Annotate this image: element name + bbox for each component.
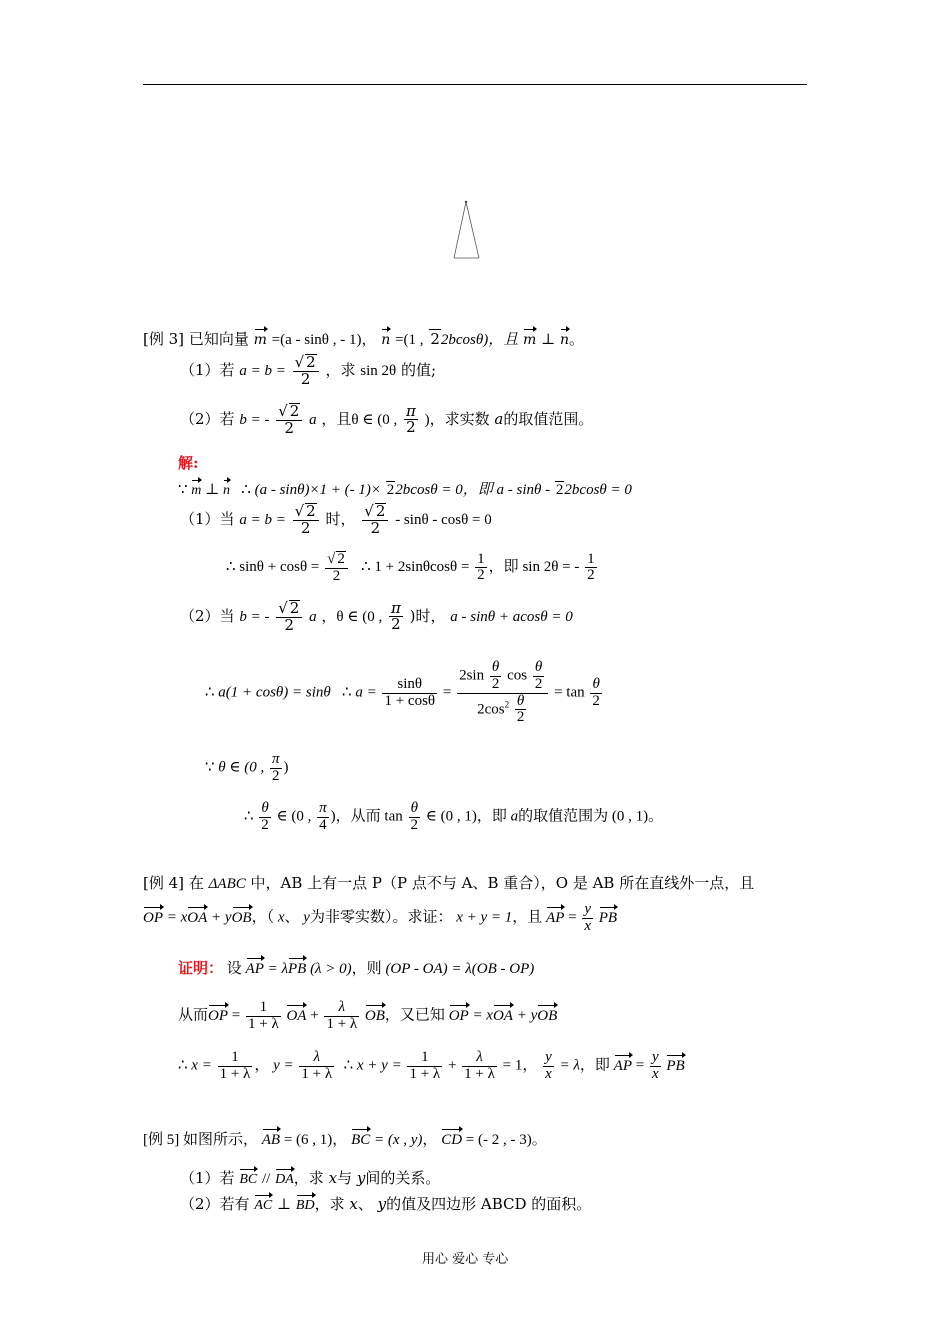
solution-step1: ∵ m ⊥ n ∴ (a - sinθ)×1 + (- 1)× 22bcosθ = 0，即 a - sinθ - 22bcosθ = 0	[178, 477, 632, 499]
example4-title: [例 4] 在 ΔABC 中，AB 上有一点 P（P 点不与 A、B 重合），O 是 AB 所在直线外一点，且	[143, 874, 755, 892]
example5-title: [例 5] 如图所示， AB = (6 , 1)， BC = (x , y)， CD = (- 2 , - 3)。	[143, 1126, 547, 1149]
solution-step5: ∴ a(1 + cosθ) = sinθ ∴ a = $\frac{\sin\theta}{1 + \cos\theta}$ = 2sin $\frac{\theta}{2}$ cos $\frac{\theta}{2}$ $2\cos^2$ $\frac{\theta}{2}$ = tan $\frac{\theta}{2}$	[205, 659, 600, 726]
example3-question2: （2）若 b = - $\frac{√ 2}{2}$ a ，且θ ∈ (0 , $\frac{\pi}{2}$ )，求实数 a的取值范围。	[180, 401, 594, 437]
solution-step7: ∴ $\frac{\theta}{2}$ ∈ (0 , $\frac{\pi}{4}$ )，从而 tan $\frac{\theta}{2}$ ∈ (0 , 1)，即 a的取值范围为 (0 , 1)。	[244, 800, 664, 833]
example3-question1: （1）若 a = b = $\frac{√ 2}{2}$ ，求 sin 2θ 的值;	[180, 353, 437, 388]
solution-label: 解:	[178, 454, 199, 472]
solution-step2: （1）当 a = b = $\frac{√ 2}{2}$ 时， $\frac{√ 2}{2}$ - sinθ - cosθ = 0	[180, 502, 492, 537]
vector-m: m	[254, 326, 267, 348]
sqrt-2: 2	[430, 330, 440, 348]
proof-label: 证明：	[178, 961, 224, 977]
example5-question1: （1）若 BC // DA，求 x与 y间的关系。	[180, 1166, 440, 1188]
example4-condition: OP = xOA + yOB，（ x、 y为非零实数）。求证： x + y = 1，且 AP = $\frac{y}{x}$ PB	[143, 901, 618, 934]
example4-proof-start: 证明： 设 AP = λPB (λ > 0)，则 (OP - OA) = λ(OB - OP)	[178, 955, 534, 978]
triangle-figure	[445, 196, 495, 266]
solution-step6: ∵ θ ∈ (0 , $\frac{\pi}{2}$ )	[205, 751, 289, 784]
solution-step3: ∴ sinθ + cosθ = $\frac{√ 2}{2}$ ∴ 1 + 2sinθcosθ = $\frac{1}{2}$ ，即 sin 2θ = - $\frac{1}{2}$	[226, 550, 595, 584]
page-footer: 用心 爱心 专心	[422, 1252, 509, 1267]
example3-label: [例 3]	[143, 330, 185, 348]
example5-label: [例 5]	[143, 1132, 180, 1148]
example5-question2: （2）若有 AC ⊥ BD，求 x、 y的值及四边形 ABCD 的面积。	[180, 1192, 591, 1214]
header-rule	[143, 84, 807, 85]
example4-proof-step2: 从而OP = $\frac{1}{1 + \lambda}$ OA + $\frac{\lambda}{1 + \lambda}$ OB，又已知 OP = xOA + yOB	[178, 999, 558, 1032]
solution-step4: （2）当 b = - $\frac{√ 2}{2}$ a ，θ ∈ (0 , $\frac{\pi}{2}$ )时， a - sinθ + acosθ = 0	[180, 598, 573, 634]
example4-proof-step3: ∴ x = $\frac{1}{1 + \lambda}$ ， y = $\frac{\lambda}{1 + \lambda}$ ∴ x + y = $\frac{1}{1 + \lambda}$ + $\frac{\lambda}{1 + \lambda}$ = 1， $\frac{y}{x}$ = λ，即 AP = $\frac{y}{x}$ PB	[178, 1049, 685, 1082]
example4-label: [例 4]	[143, 874, 185, 892]
vector-n: n	[381, 326, 390, 348]
fraction: $\frac{√ 2}{2}$	[293, 354, 319, 388]
example3-title: [例 3] 已知向量 m =(a - sinθ , - 1)， n =(1 , 22bcosθ)，且 m ⊥ n。	[143, 326, 584, 349]
